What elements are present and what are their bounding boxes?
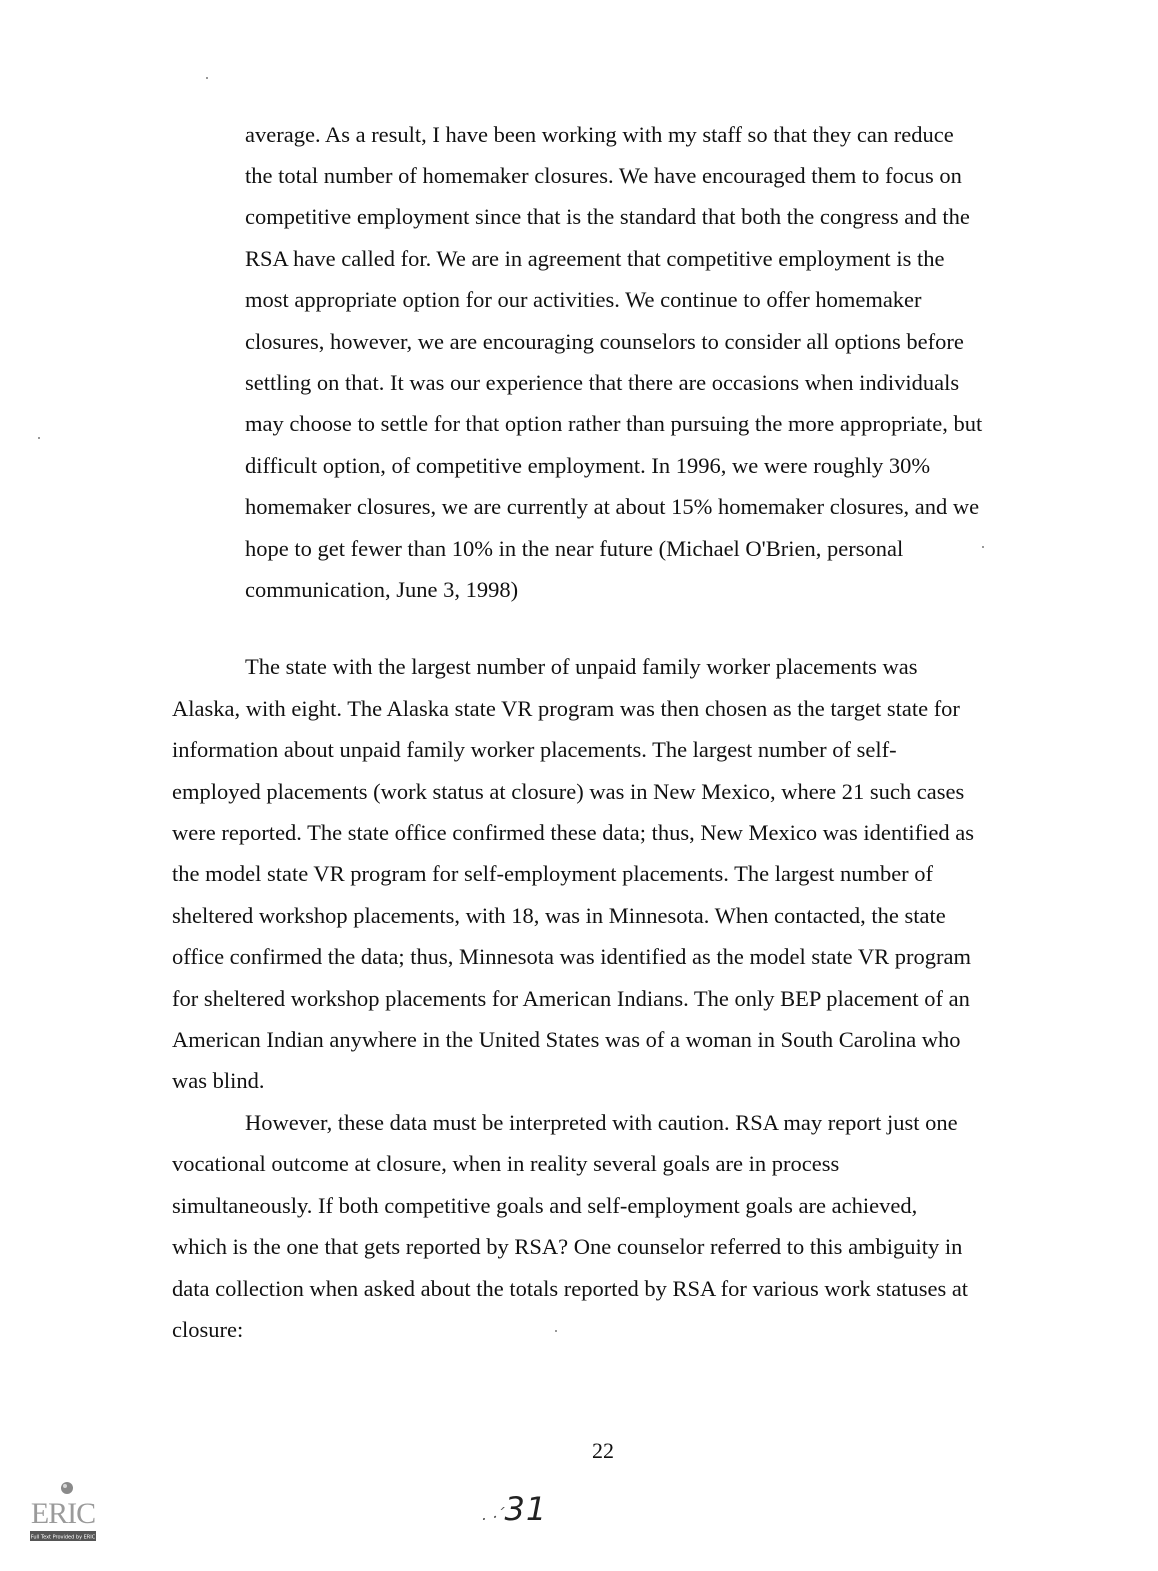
paragraph-line: for sheltered workshop placements for American Indians. The only BEP placement of an bbox=[172, 986, 970, 1011]
paragraph-line: sheltered workshop placements, with 18, was in Minnesota. When contacted, the state bbox=[172, 903, 946, 928]
paragraph-line: However, these data must be interpreted with caution. RSA may report just one bbox=[245, 1110, 958, 1135]
quote-line: communication, June 3, 1998) bbox=[245, 577, 519, 602]
quote-line: closures, however, we are encouraging counselors to consider all options before bbox=[245, 329, 964, 354]
stamp-number: . ⸳´31 bbox=[482, 1490, 548, 1528]
eric-logo bbox=[28, 1480, 98, 1546]
quote-line: average. As a result, I have been working with my staff so that they can reduce bbox=[245, 122, 954, 147]
paragraph-line: vocational outcome at closure, when in reality several goals are in process bbox=[172, 1151, 840, 1176]
paragraph-line: was blind. bbox=[172, 1068, 265, 1093]
paragraph-line: simultaneously. If both competitive goals and self-employment goals are achieved, bbox=[172, 1193, 918, 1218]
paragraph-line: the model state VR program for self-employment placements. The largest number of bbox=[172, 861, 934, 886]
paragraph-line: information about unpaid family worker placements. The largest number of self- bbox=[172, 737, 897, 762]
paragraph-line: American Indian anywhere in the United States was of a woman in South Carolina who bbox=[172, 1027, 961, 1052]
quote-line: hope to get fewer than 10% in the near future (Michael O'Brien, personal bbox=[245, 536, 904, 561]
eric-logo-subtext: Full Text Provided by ERIC bbox=[30, 1534, 96, 1541]
quote-line: difficult option, of competitive employment. In 1996, we were roughly 30% bbox=[245, 453, 931, 478]
paragraph-line: data collection when asked about the totals reported by RSA for various work statuses at bbox=[172, 1276, 969, 1301]
quote-line: settling on that. It was our experience that there are occasions when individuals bbox=[245, 370, 960, 395]
eric-logo-text: ERIC bbox=[30, 1497, 96, 1530]
paragraph-line: office confirmed the data; thus, Minnesota was identified as the model state VR program bbox=[172, 944, 971, 969]
eric-logo-icon bbox=[28, 1480, 98, 1546]
scan-speck bbox=[206, 77, 208, 79]
quote-line: competitive employment since that is the standard that both the congress and the bbox=[245, 204, 970, 229]
paragraph-line: The state with the largest number of unpaid family worker placements was bbox=[245, 654, 918, 679]
paragraph-line: employed placements (work status at closure) was in New Mexico, where 21 such cases bbox=[172, 779, 965, 804]
scan-speck bbox=[38, 437, 40, 439]
quote-line: the total number of homemaker closures. We have encouraged them to focus on bbox=[245, 163, 962, 188]
stamp-number-value: 31 bbox=[504, 1490, 548, 1528]
paragraph-line: closure: bbox=[172, 1317, 244, 1342]
paragraph-line: which is the one that gets reported by RSA? One counselor referred to this ambiguity in bbox=[172, 1234, 963, 1259]
quote-line: RSA have called for. We are in agreement that competitive employment is the bbox=[245, 246, 945, 271]
quote-line: homemaker closures, we are currently at about 15% homemaker closures, and we bbox=[245, 494, 980, 519]
paragraph-line: were reported. The state office confirmed these data; thus, New Mexico was identified as bbox=[172, 820, 975, 845]
quote-line: may choose to settle for that option rather than pursuing the more appropriate, but bbox=[245, 411, 983, 436]
quote-line: most appropriate option for our activities. We continue to offer homemaker bbox=[245, 287, 922, 312]
scan-speck bbox=[555, 1330, 557, 1332]
paragraph-line: Alaska, with eight. The Alaska state VR program was then chosen as the target state for bbox=[172, 696, 960, 721]
page-number: 22 bbox=[592, 1438, 614, 1463]
scan-speck bbox=[982, 546, 984, 548]
